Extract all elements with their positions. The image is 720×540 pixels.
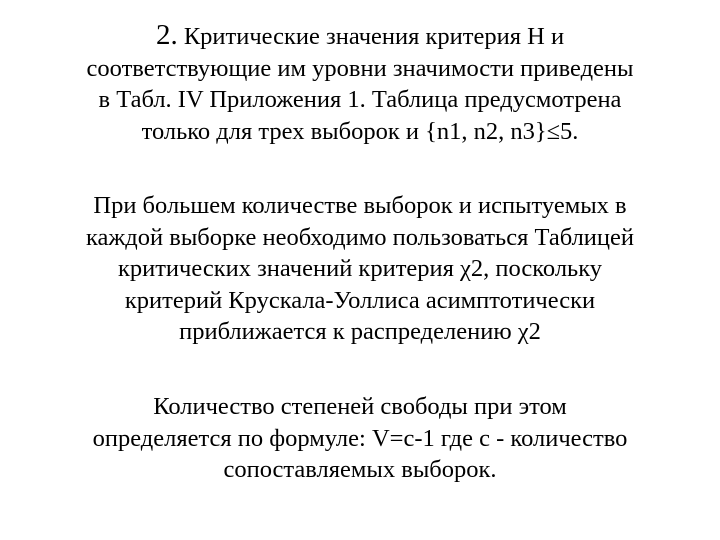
paragraph-chi-square	[30, 190, 690, 348]
text-line: сопоставляемых выборок.	[223, 456, 497, 483]
text-line: При большем количестве выборок и испытуемых в	[93, 192, 627, 219]
text-line: критерий Крускала-Уоллиса асимптотически	[124, 286, 596, 314]
text-line: в Табл. IV Приложения 1. Таблица предусмотрена	[98, 86, 622, 113]
text-line: приближается к распределению χ2	[179, 318, 541, 345]
list-number: 2.	[155, 19, 178, 51]
text-line: Количество степеней свободы при этом	[153, 393, 567, 420]
text-line-content: Критические значения критерия Н и	[177, 23, 565, 50]
text-line: только для трех выборок и {n1, n2, n3}≤5.	[141, 117, 579, 145]
text-line	[30, 20, 690, 53]
text-line: критических значений критерия χ2, поскольку	[117, 255, 603, 282]
text-line: соответствующие им уровни значимости приведены	[86, 54, 634, 82]
paragraph-degrees-of-freedom	[30, 391, 690, 486]
text-line: определяется по формуле: V=с-1 где с - количество	[92, 424, 628, 452]
paragraph-critical-values	[30, 20, 690, 147]
text-line: каждой выборке необходимо пользоваться Таблицей	[85, 223, 635, 251]
